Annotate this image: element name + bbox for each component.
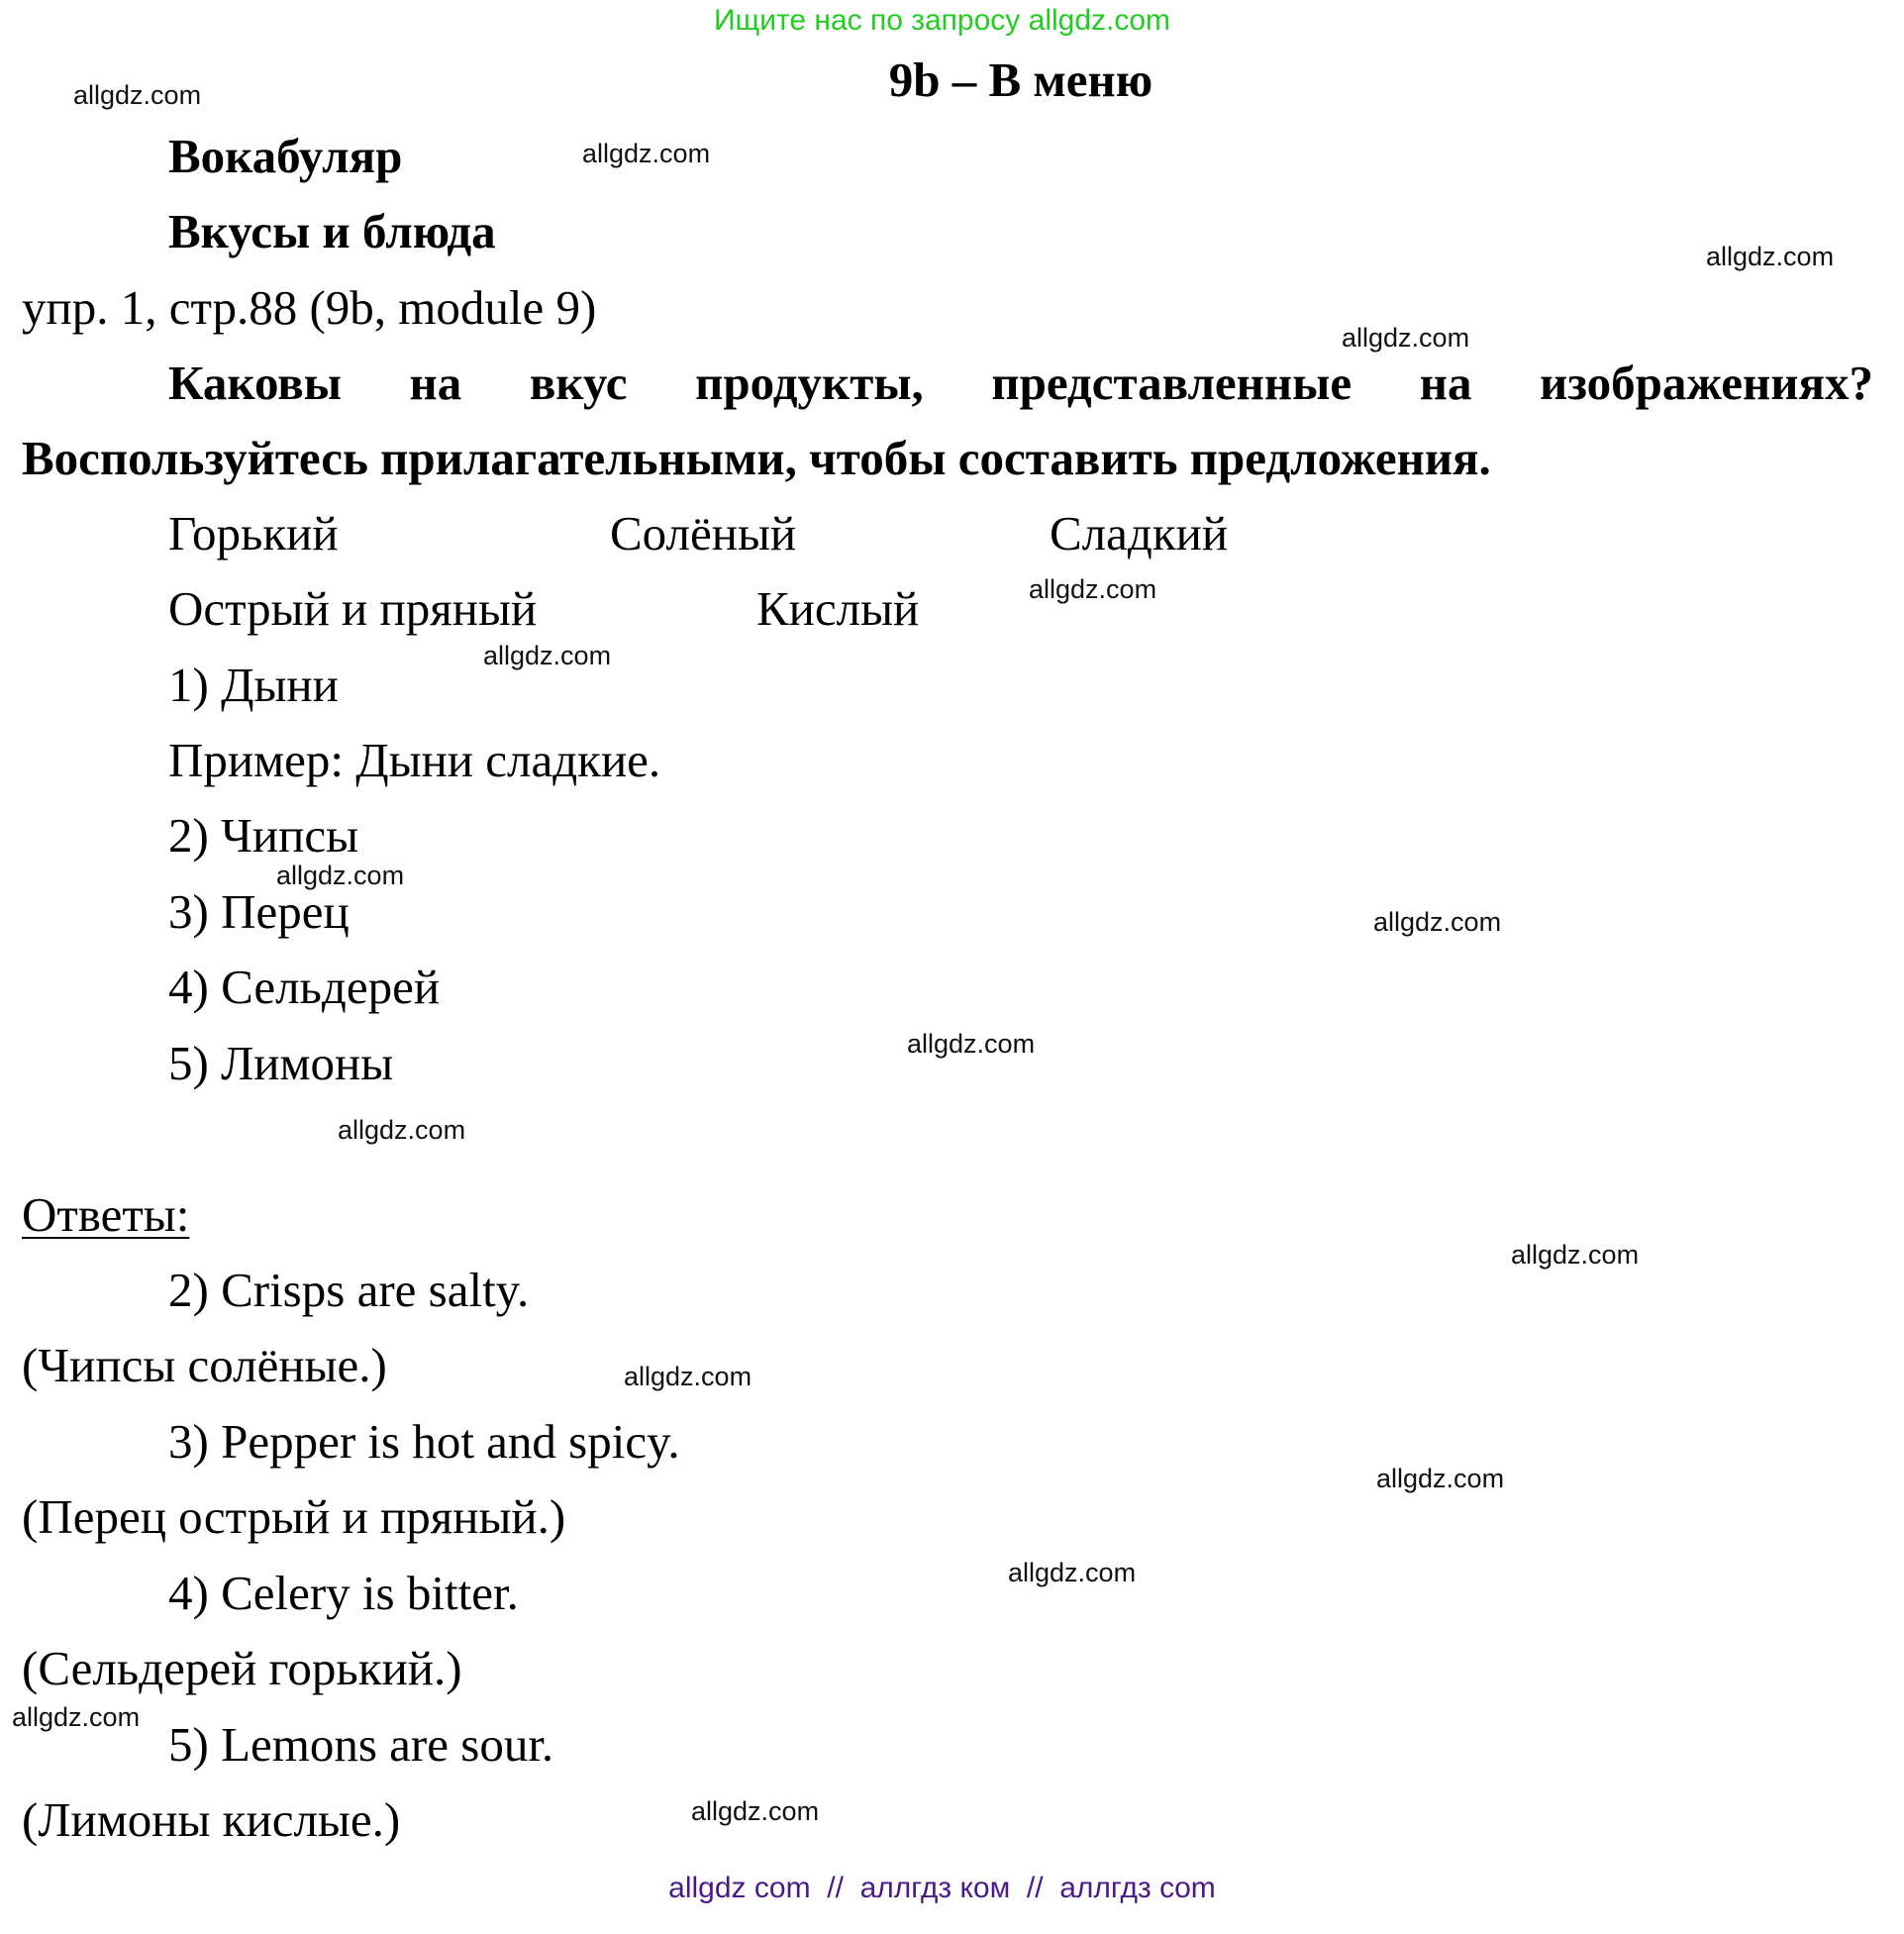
watermark: allgdz.com (1008, 1558, 1137, 1587)
answer-ru: (Сельдерей горький.) (22, 1641, 462, 1695)
watermark: allgdz.com (338, 1115, 466, 1145)
watermark: allgdz.com (1029, 574, 1157, 604)
watermark: allgdz.com (907, 1029, 1036, 1059)
answer-en: 4) Celery is bitter. (168, 1566, 519, 1620)
watermark: allgdz.com (1376, 1464, 1505, 1493)
watermark: allgdz.com (582, 139, 711, 168)
header-banner: Ищите нас по запросу allgdz.com (713, 4, 1171, 37)
adjective: Кислый (756, 581, 920, 636)
adjective: Сладкий (1050, 506, 1229, 560)
list-item: 3) Перец (168, 884, 350, 939)
answers-label (22, 1185, 189, 1245)
watermark: allgdz.com (1342, 323, 1470, 353)
page-title: 9b – В меню (888, 52, 1153, 107)
watermark: allgdz.com (73, 80, 202, 110)
footer-links (0, 1872, 1884, 1905)
exercise-reference: упр. 1, стр.88 (9b, module 9) (22, 280, 597, 335)
answer-ru: (Перец острый и пряный.) (22, 1489, 566, 1544)
answer-en: 3) Pepper is hot and spicy. (168, 1414, 680, 1469)
adjective: Солёный (610, 506, 797, 560)
example: Пример: Дыни сладкие. (168, 733, 661, 787)
footer-text: allgdz com // аллгдз ком // аллгдз com (668, 1872, 1216, 1904)
adjective: Острый и пряный (168, 581, 538, 636)
answer-en: 2) Crisps are salty. (168, 1263, 530, 1317)
adjective: Горький (168, 506, 339, 560)
answer-ru: (Чипсы солёные.) (22, 1338, 387, 1392)
answers-label-text: Ответы: (22, 1187, 190, 1242)
answer-ru: (Лимоны кислые.) (22, 1792, 401, 1847)
watermark: allgdz.com (483, 641, 612, 670)
section-heading: Вокабуляр (168, 129, 403, 183)
watermark: allgdz.com (1373, 907, 1502, 937)
watermark: allgdz.com (12, 1702, 141, 1732)
watermark: allgdz.com (691, 1796, 820, 1826)
list-item: 1) Дыни (168, 658, 339, 712)
list-item: 5) Лимоны (168, 1036, 394, 1090)
watermark: allgdz.com (276, 861, 405, 890)
task-line-2: Воспользуйтесь прилагательными, чтобы составить предложения. (22, 431, 1491, 485)
task-line-1: Каковы на вкус продукты, представленные на изображениях? (168, 356, 1873, 410)
list-item: 4) Сельдерей (168, 960, 441, 1014)
watermark: allgdz.com (1511, 1240, 1640, 1270)
watermark: allgdz.com (1706, 242, 1835, 271)
subsection-heading: Вкусы и блюда (168, 204, 496, 258)
list-item: 2) Чипсы (168, 808, 359, 863)
watermark: allgdz.com (624, 1362, 752, 1391)
answer-en: 5) Lemons are sour. (168, 1717, 554, 1772)
